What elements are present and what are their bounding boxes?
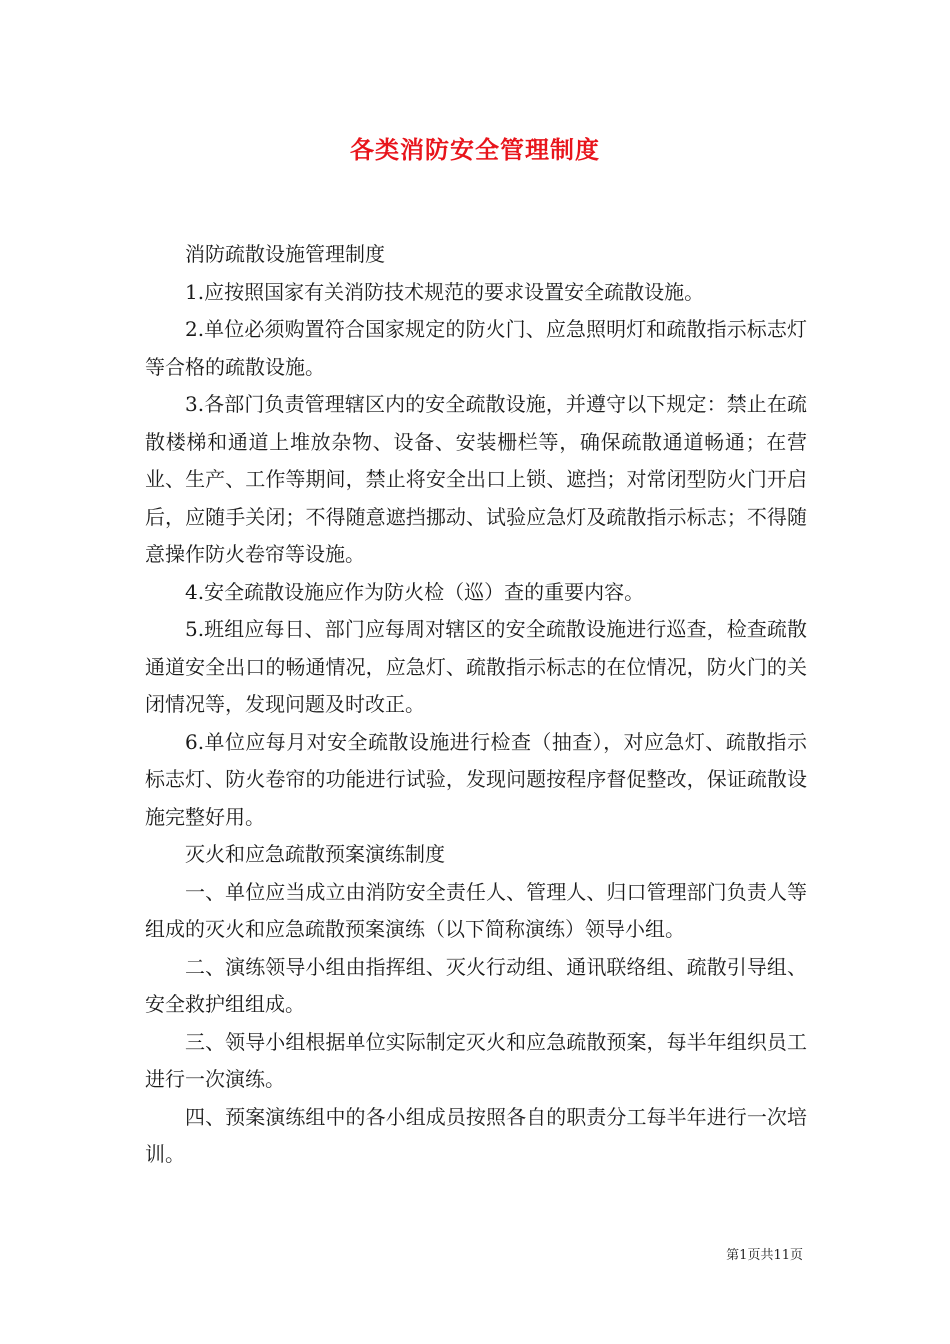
paragraph: 一、单位应当成立由消防安全责任人、管理人、归口管理部门负责人等组成的灭火和应急疏散预案演练（以下简称演练）领导小组。 — [145, 879, 807, 941]
section-heading: 灭火和应急疏散预案演练制度 — [185, 842, 445, 866]
paragraph: 三、领导小组根据单位实际制定灭火和应急疏散预案，每半年组织员工进行一次演练。 — [145, 1029, 807, 1091]
section-heading: 消防疏散设施管理制度 — [185, 242, 385, 266]
paragraph: 4.安全疏散设施应作为防火检（巡）查的重要内容。 — [185, 579, 645, 604]
paragraph: 5.班组应每日、部门应每周对辖区的安全疏散设施进行巡查，检查疏散通道安全出口的畅通情况，应急灯、疏散指示标志的在位情况，防火门的关闭情况等，发现问题及时改正。 — [145, 617, 807, 716]
paragraph: 3.各部门负责管理辖区内的安全疏散设施，并遵守以下规定：禁止在疏散楼梯和通道上堆放杂物、设备、安装栅栏等，确保疏散通道畅通；在营业、生产、工作等期间，禁止将安全出口上锁、遮挡；对常闭型防火门开启后，应随手关闭；不得随意遮挡挪动、试验应急灯及疏散指示标志；不得随意操作防火卷帘等设施。 — [145, 392, 807, 566]
paragraph: 6.单位应每月对安全疏散设施进行检查（抽查），对应急灯、疏散指示标志灯、防火卷帘的功能进行试验，发现问题按程序督促整改，保证疏散设施完整好用。 — [145, 729, 807, 829]
page-number: 第1页共11页 — [726, 1248, 803, 1263]
paragraph: 四、预案演练组中的各小组成员按照各自的职责分工每半年进行一次培训。 — [145, 1104, 807, 1166]
paragraph: 2.单位必须购置符合国家规定的防火门、应急照明灯和疏散指示标志灯等合格的疏散设施。 — [145, 317, 807, 379]
paragraph: 二、演练领导小组由指挥组、灭火行动组、通讯联络组、疏散引导组、安全救护组组成。 — [145, 954, 807, 1016]
paragraph: 1.应按照国家有关消防技术规范的要求设置安全疏散设施。 — [185, 279, 705, 304]
document-title: 各类消防安全管理制度 — [350, 135, 600, 164]
document-body — [145, 236, 807, 1174]
